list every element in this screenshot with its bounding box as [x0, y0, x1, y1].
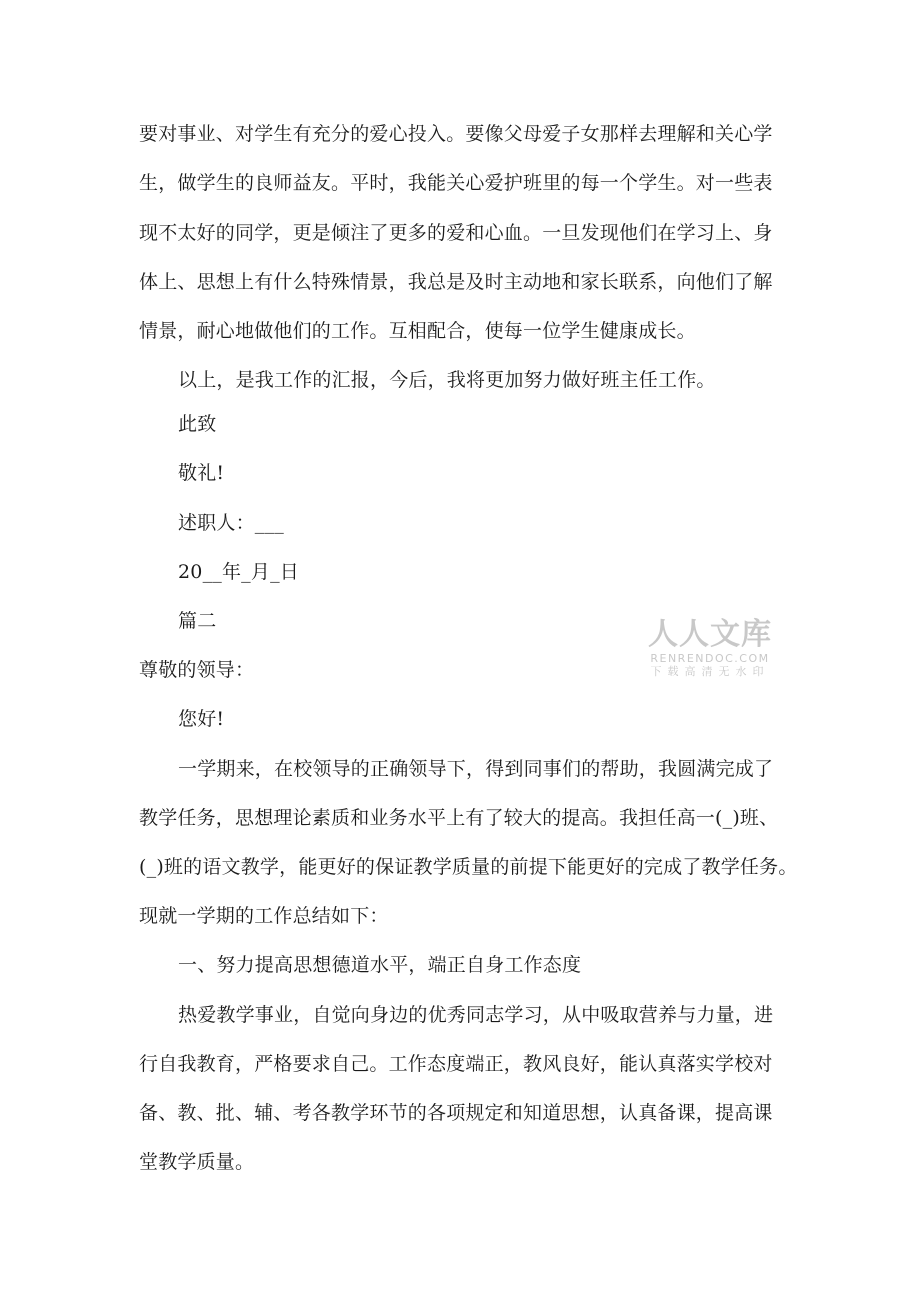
paragraph-3-line-1: 热爱教学事业，自觉向身边的优秀同志学习，从中吸取营养与力量，进: [178, 1004, 774, 1026]
addressee-line: 尊敬的领导：: [139, 659, 255, 681]
closing-line: 以上，是我工作的汇报，今后，我将更加努力做好班主任工作。: [178, 369, 716, 391]
paragraph-2-line-4: 现就一学期的工作总结如下：: [139, 905, 389, 927]
paragraph-1-line-4: 体上、思想上有什么特殊情景，我总是及时主动地和家长联系，向他们了解: [139, 271, 773, 293]
watermark-title: 人人文库: [648, 617, 772, 652]
date-line: 20__年_月_日: [178, 561, 299, 583]
watermark-tagline: 下载高清无水印: [650, 665, 770, 678]
paragraph-1-line-5: 情景，耐心地做他们的工作。互相配合，使每一位学生健康成长。: [139, 320, 696, 342]
paragraph-3-line-4: 堂教学质量。: [139, 1151, 255, 1173]
signer-line: 述职人：___: [178, 512, 284, 534]
salutation-line-2: 敬礼!: [178, 462, 225, 484]
watermark-domain: RENRENDOC.COM: [650, 652, 770, 665]
watermark: [644, 618, 776, 679]
paragraph-2-line-3: (_)班的语文教学，能更好的保证教学质量的前提下能更好的完成了教学任务。: [139, 856, 798, 878]
salutation-line-1: 此致: [178, 413, 217, 435]
paragraph-1-line-3: 现不太好的同学，更是倾注了更多的爱和心血。一旦发现他们在学习上、身: [139, 222, 773, 244]
paragraph-1-line-2: 生，做学生的良师益友。平时，我能关心爱护班里的每一个学生。对一些表: [139, 172, 773, 194]
heading-1: 一、努力提高思想德道水平，端正自身工作态度: [178, 954, 582, 976]
paragraph-1-line-1: 要对事业、对学生有充分的爱心投入。要像父母爱子女那样去理解和关心学: [139, 123, 773, 145]
paragraph-2-line-2: 教学任务，思想理论素质和业务水平上有了较大的提高。我担任高一(_)班、: [139, 807, 779, 829]
greeting-line: 您好!: [178, 708, 225, 730]
section-title: 篇二: [178, 610, 217, 632]
paragraph-3-line-2: 行自我教育，严格要求自己。工作态度端正，教风良好，能认真落实学校对: [139, 1053, 773, 1075]
paragraph-3-line-3: 备、教、批、辅、考各教学环节的各项规定和知道思想，认真备课，提高课: [139, 1102, 773, 1124]
paragraph-2-line-1: 一学期来，在校领导的正确领导下，得到同事们的帮助，我圆满完成了: [178, 758, 774, 780]
